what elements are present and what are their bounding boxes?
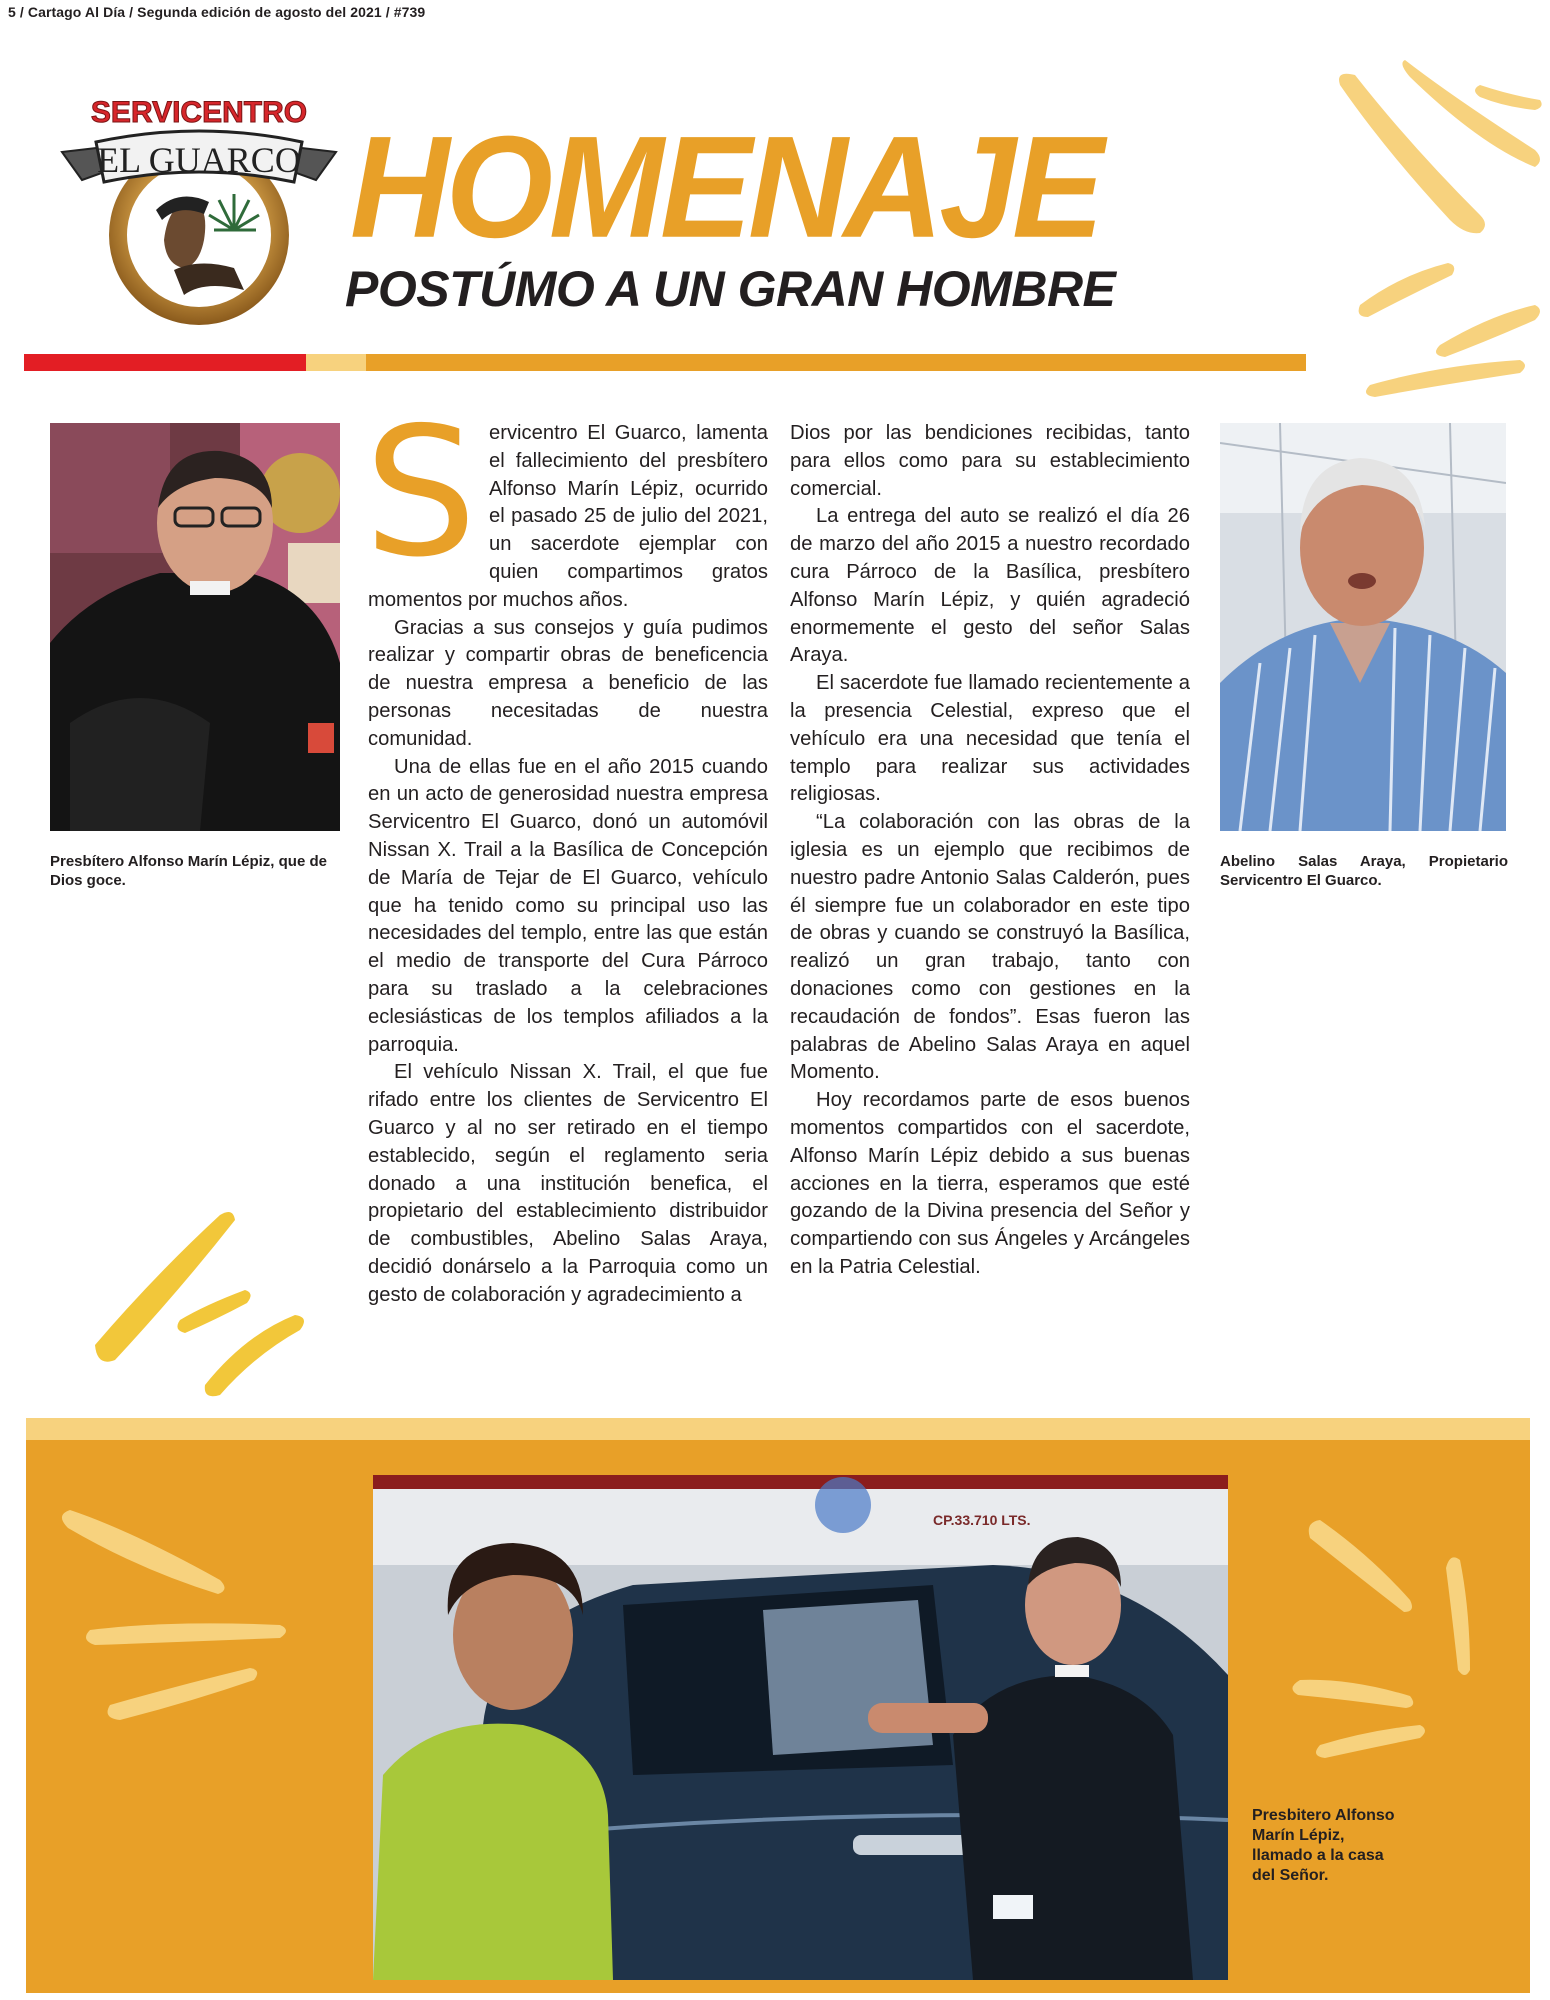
article-paragraph: Gracias a sus consejos y guía pudimos realizar y compartir obras de beneficencia de nuestra empresa a beneficio de las personas necesitadas de nuestra comunidad. [368,616,768,750]
header-rule-red [24,354,306,371]
article-column-1 [364,389,768,1310]
servicentro-logo [44,90,354,335]
header-rule-orange [366,354,1306,371]
headline: HOMENAJE [350,106,1101,269]
dropcap: S [364,389,477,596]
article-paragraph: El sacerdote fue llamado recientemente a la presencia Celestial, expreso que el vehículo era una necesidad que tenía el templo para realizar sus actividades religiosas. [790,672,1190,806]
sunburst-decoration-top [1330,55,1550,415]
priest-photo-caption: Presbítero Alfonso Marín Lépiz, que de Dios goce. [50,853,327,889]
sunburst-decoration-bottom-left [50,1470,330,1730]
subheadline: POSTÚMO A UN GRAN HOMBRE [345,261,1116,317]
page-folio: 5 / Cartago Al Día / Segunda edición de agosto del 2021 / #739 [8,4,426,20]
photo-band-top-strip [26,1418,1530,1440]
article-paragraph: Dios por las bendiciones recibidas, tanto para ellos como para su establecimiento comercial. [790,422,1190,500]
car-handover-photo [373,1475,1228,1980]
priest-photo [50,423,340,831]
article-paragraph: “La colaboración con las obras de la iglesia es un ejemplo que recibimos de nuestro padre Antonio Salas Calderón, pues él siempre fue un colaborador en este tipo de obras y cuando se construyó la Basílica, realizó un gran trabajo, tanto con donaciones como con gestiones en la recaudación de fondos”. Esas fueron las palabras de Abelino Salas Araya en aquel Momento. [790,811,1190,1084]
sunburst-decoration-bottom-right [1260,1500,1490,1760]
car-photo-sign-text: CP.33.710 LTS. [933,1512,1031,1528]
article-paragraph: Servicentro El Guarco, lamenta el fallecimiento del presbítero Alfonso Marín Lépiz, ocurrido el pasado 25 de julio del 2021, un sacerdote ejemplar con quien compartimos gratos momentos por muchos años. [364,389,768,611]
car-photo-caption: Presbitero Alfonso Marín Lépiz, llamado a la casa del Señor. [1252,1807,1395,1884]
header-rule-pale [306,354,366,371]
article-paragraph: Hoy recordamos parte de esos buenos momentos compartidos con el sacerdote, Alfonso Marín Lépiz debido a sus buenas acciones en la tierra, esperamos que esté gozando de la Divina presencia del Señor y compartiendo con sus Ángeles y Arcángeles en la Patria Celestial. [790,1089,1190,1278]
owner-photo [1220,423,1506,831]
article-paragraph: Una de ellas fue en el año 2015 cuando en un acto de generosidad nuestra empresa Servicentro El Guarco, donó un automóvil Nissan X. Trail a la Basílica de Concepción de María de Tejar de El Guarco, vehículo que ha tenido como su principal uso las necesidades del templo, entre las que están el medio de transporte del Cura Párroco para su traslado a la celebraciones eclesiásticas de los templos afiliados a la parroquia. [368,755,768,1056]
article-column-2 [790,420,1190,1282]
owner-photo-caption: Abelino Salas Araya, Propietario Servicentro El Guarco. [1220,853,1508,889]
article-paragraph: El vehículo Nissan X. Trail, el que fue rifado entre los clientes de Servicentro El Guarco y al no ser retirado en el tiempo establecido, según el reglamento seria donado a una institución benefica, el propietario del establecimiento distribuidor de combustibles, Abelino Salas Araya, decidió donárselo a la Parroquia como un gesto de colaboración y agradecimiento a [368,1061,768,1306]
sunburst-decoration-left [85,1195,315,1405]
article-paragraph: La entrega del auto se realizó el día 26 de marzo del año 2015 a nuestro recordado cura Párroco de la Basílica, presbítero Alfonso Marín Lépiz, y quién agradeció enormemente el gesto del señor Salas Araya. [790,505,1190,667]
logo-top-text: SERVICENTRO [90,96,308,129]
logo-banner-text: EL GUARCO [97,140,301,180]
